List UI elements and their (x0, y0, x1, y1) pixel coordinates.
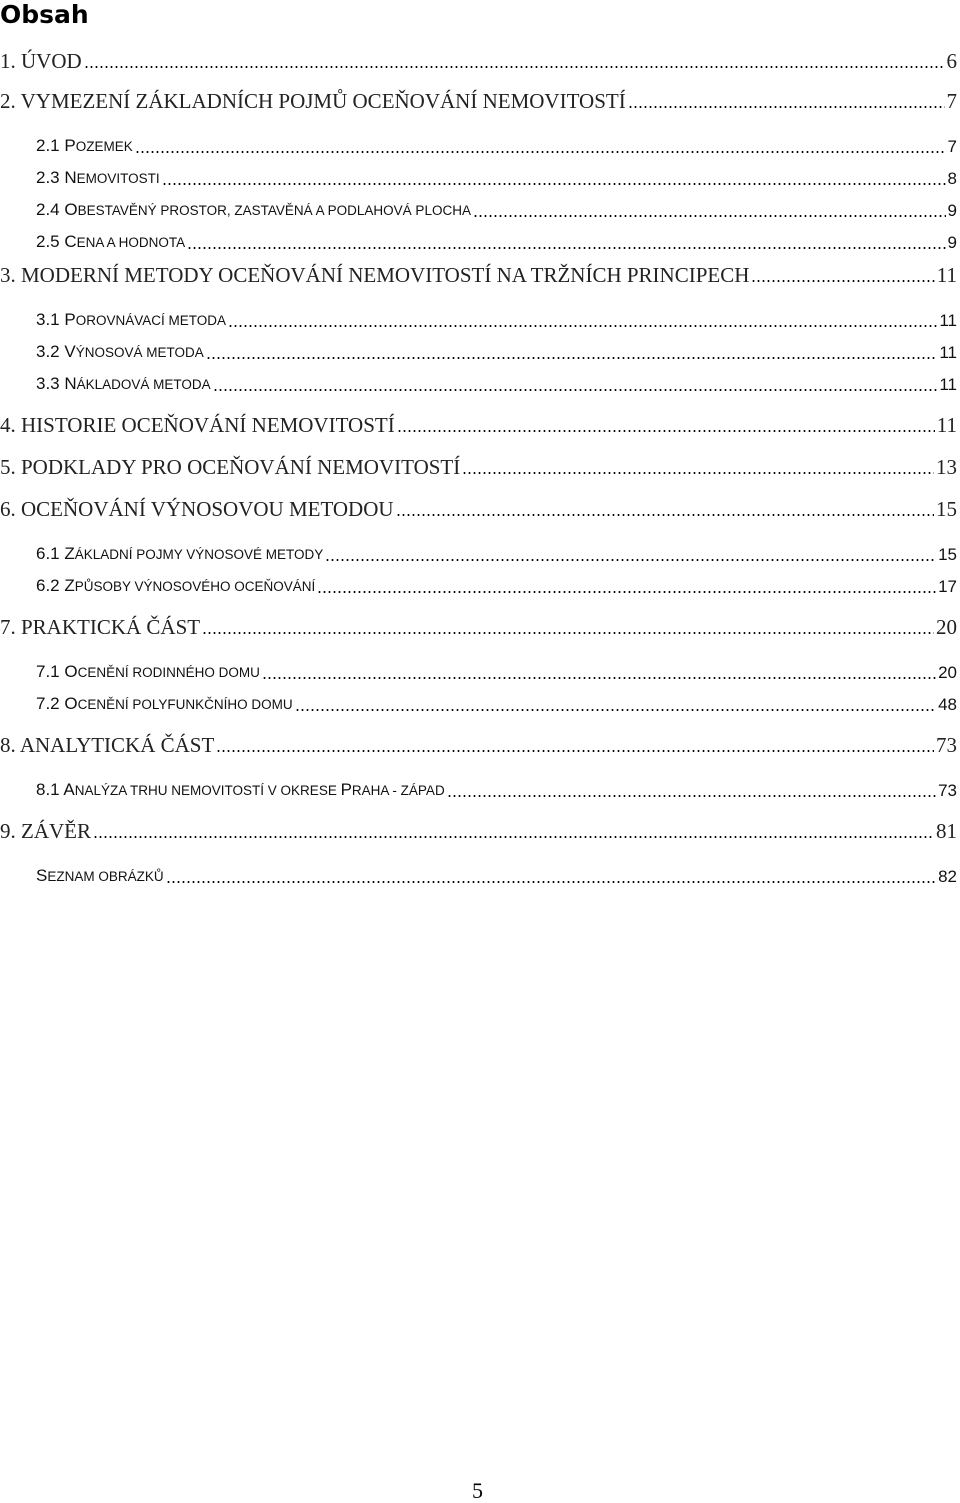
dot-leader (396, 509, 934, 517)
toc-entry-page: 15 (938, 545, 957, 564)
dot-leader (135, 146, 946, 154)
toc-entry-page: 9 (947, 233, 957, 252)
toc-entry[interactable] (0, 610, 957, 640)
toc-entry-page: 11 (939, 375, 957, 394)
toc-entry-label: 2.1 POZEMEK (36, 136, 133, 155)
dot-leader (202, 627, 934, 635)
toc-entry-label: 7.2 OCENĚNÍ POLYFUNKČNÍHO DOMU (36, 694, 293, 713)
toc-entry[interactable] (0, 814, 957, 844)
dot-leader (262, 672, 936, 680)
toc-entry-label: 8. ANALYTICKÁ ČÁST (0, 733, 215, 757)
toc-title: Obsah (0, 0, 89, 29)
toc-entry-label: 2.4 OBESTAVĚNÝ PROSTOR, ZASTAVĚNÁ A PODLAHOVÁ PLOCHA (36, 200, 471, 219)
toc-entry[interactable] (0, 302, 957, 332)
toc-entry-label: 3.1 POROVNÁVACÍ METODA (36, 310, 226, 329)
dot-leader (187, 242, 945, 250)
toc-entry-page: 11 (939, 343, 957, 362)
toc-entry-page: 13 (936, 455, 957, 479)
toc-entry[interactable] (0, 192, 957, 222)
toc-entry-label: 6.1 ZÁKLADNÍ POJMY VÝNOSOVÉ METODY (36, 544, 324, 563)
toc-entry[interactable] (0, 224, 957, 254)
toc-entry-label: 8.1 ANALÝZA TRHU NEMOVITOSTÍ V OKRESE PRAHA - ZÁPAD (36, 780, 445, 799)
toc-entry-page: 11 (936, 263, 957, 287)
toc-entry[interactable] (0, 334, 957, 364)
toc-entry-label: 9. ZÁVĚR (0, 819, 91, 843)
toc-entry-label: 6.2 ZPŮSOBY VÝNOSOVÉHO OCEŇOVÁNÍ (36, 576, 316, 595)
toc-entry-label: SEZNAM OBRÁZKŮ (36, 866, 164, 885)
dot-leader (93, 831, 934, 839)
dot-leader (206, 352, 938, 360)
toc-entry[interactable] (0, 492, 957, 522)
dot-leader (447, 790, 936, 798)
dot-leader (628, 101, 945, 109)
toc-entry-label: 2.5 CENA A HODNOTA (36, 232, 186, 251)
toc-entry-label: 7.1 OCENĚNÍ RODINNÉHO DOMU (36, 662, 260, 681)
toc-entry-page: 20 (936, 615, 957, 639)
toc-entry-page: 17 (938, 577, 957, 596)
toc-entry-page: 20 (938, 663, 957, 682)
dot-leader (213, 384, 938, 392)
toc-entry-page: 81 (936, 819, 957, 843)
toc-entry-page: 7 (946, 89, 957, 113)
dot-leader (84, 61, 945, 69)
toc-entry-label: 3.2 VÝNOSOVÁ METODA (36, 342, 204, 361)
toc-entry[interactable] (0, 366, 957, 396)
toc-entry[interactable] (0, 450, 957, 480)
toc-entry-label: 5. PODKLADY PRO OCEŇOVÁNÍ NEMOVITOSTÍ (0, 455, 461, 479)
toc-entry[interactable] (0, 686, 957, 716)
dot-leader (162, 178, 946, 186)
toc-entry-page: 73 (938, 781, 957, 800)
dot-leader (473, 210, 946, 218)
dot-leader (397, 425, 935, 433)
toc-entry-page: 73 (936, 733, 957, 757)
dot-leader (462, 467, 934, 475)
toc-entry[interactable] (0, 84, 957, 114)
toc-entry-label: 2. VYMEZENÍ ZÁKLADNÍCH POJMŮ OCEŇOVÁNÍ NEMOVITOSTÍ (0, 89, 626, 113)
toc-entry-label: 1. ÚVOD (0, 49, 82, 73)
dot-leader (216, 745, 934, 753)
toc-entry-page: 11 (939, 311, 957, 330)
toc-entry-page: 11 (936, 413, 957, 437)
toc-entry-page: 7 (947, 137, 957, 156)
toc-entry-page: 82 (938, 867, 957, 886)
toc-entry-page: 48 (938, 695, 957, 714)
toc-entry-page: 15 (936, 497, 957, 521)
toc-entry[interactable] (0, 536, 957, 566)
toc-entry-label: 6. OCEŇOVÁNÍ VÝNOSOVOU METODOU (0, 497, 394, 521)
page-number: 5 (472, 1478, 483, 1503)
toc-entry[interactable] (0, 858, 957, 888)
dot-leader (166, 876, 936, 884)
toc-entry[interactable] (0, 128, 957, 158)
toc-entry-label: 4. HISTORIE OCEŇOVÁNÍ NEMOVITOSTÍ (0, 413, 395, 437)
toc-entry-page: 9 (947, 201, 957, 220)
toc-entry[interactable] (0, 772, 957, 802)
dot-leader (295, 704, 936, 712)
dot-leader (317, 586, 936, 594)
toc-entry-page: 6 (946, 49, 957, 73)
toc-entry[interactable] (0, 258, 957, 288)
dot-leader (228, 320, 937, 328)
toc-entry-label: 3.3 NÁKLADOVÁ METODA (36, 374, 211, 393)
toc-entry-label: 2.3 NEMOVITOSTI (36, 168, 160, 187)
dot-leader (751, 275, 934, 283)
toc-entry[interactable] (0, 160, 957, 190)
toc-entry-label: 7. PRAKTICKÁ ČÁST (0, 615, 201, 639)
toc-entry-label: 3. MODERNÍ METODY OCEŇOVÁNÍ NEMOVITOSTÍ NA TRŽNÍCH PRINCIPECH (0, 263, 750, 287)
toc-entry[interactable] (0, 408, 957, 438)
toc-entry[interactable] (0, 568, 957, 598)
toc-entry[interactable] (0, 44, 957, 74)
toc-entry[interactable] (0, 728, 957, 758)
toc-entry[interactable] (0, 654, 957, 684)
dot-leader (325, 554, 936, 562)
toc-entry-page: 8 (947, 169, 957, 188)
